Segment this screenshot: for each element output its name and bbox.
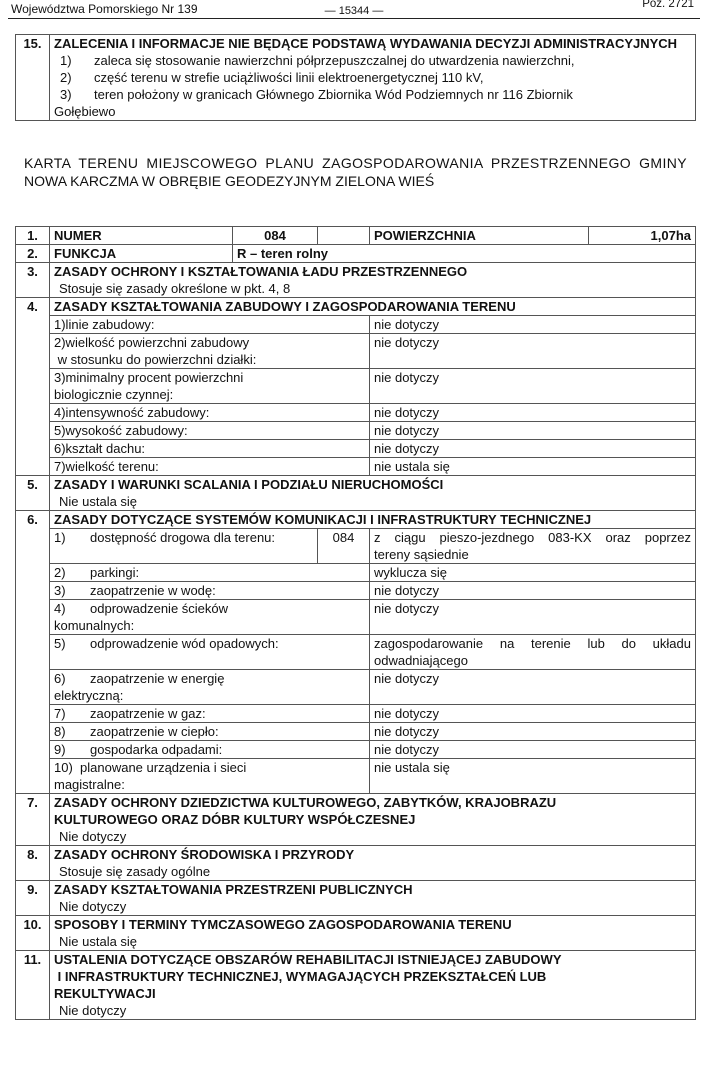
section-title-cont: KULTUROWEGO ORAZ DÓBR KULTURY WSPÓŁCZESNEJ xyxy=(54,812,416,827)
table-row xyxy=(16,316,696,334)
area-value: 1,07ha xyxy=(589,227,696,245)
section-text: Stosuje się zasady ogólne xyxy=(59,864,211,879)
section-title-cont: REKULTYWACJI xyxy=(54,986,156,1001)
item-value: nie ustala się xyxy=(370,458,696,476)
section-15-table xyxy=(15,34,696,121)
item-value: nie dotyczy xyxy=(370,582,696,600)
list-item-continuation: Gołębiewo xyxy=(54,104,116,119)
empty-cell xyxy=(318,227,370,245)
item-label: 2) parkingi: xyxy=(50,564,370,582)
row-number: 1. xyxy=(16,227,50,245)
row-number: 2. xyxy=(16,245,50,263)
table-row xyxy=(16,511,696,529)
table-row xyxy=(16,440,696,458)
position-number: Poz. 2721 xyxy=(642,0,694,10)
table-row xyxy=(16,529,696,564)
section-title: ZASADY OCHRONY DZIEDZICTWA KULTUROWEGO, ZABYTKÓW, KRAJOBRAZU xyxy=(54,795,557,810)
page-number: — 15344 — xyxy=(324,5,384,17)
function-label: FUNKCJA xyxy=(50,245,233,263)
table-row xyxy=(16,245,696,263)
row-number: 6. xyxy=(16,511,50,794)
table-row xyxy=(16,298,696,316)
row-number: 10. xyxy=(16,916,50,951)
item-label: 6)kształt dachu: xyxy=(50,440,370,458)
journal-title: Województwa Pomorskiego Nr 139 xyxy=(11,2,198,16)
item-label: 8) zaopatrzenie w ciepło: xyxy=(50,723,370,741)
numer-value: 084 xyxy=(233,227,318,245)
section-title: ZASADY DOTYCZĄCE SYSTEMÓW KOMUNIKACJI I INFRASTRUKTURY TECHNICZNEJ xyxy=(50,511,696,529)
numer-label: NUMER xyxy=(50,227,233,245)
table-row xyxy=(16,564,696,582)
item-value: nie dotyczy xyxy=(370,670,696,705)
item-value: nie dotyczy xyxy=(370,334,696,369)
list-item: 1) zaleca się stosowanie nawierzchni półprzepuszczalnej do utwardzenia nawierzchni, xyxy=(60,53,575,68)
table-row xyxy=(16,582,696,600)
table-row xyxy=(16,476,696,511)
section-text: Nie ustala się xyxy=(59,934,138,949)
item-value: nie dotyczy xyxy=(370,741,696,759)
item-value: nie dotyczy xyxy=(370,723,696,741)
section-title-cont: I INFRASTRUKTURY TECHNICZNEJ, WYMAGAJĄCYCH PRZEKSZTAŁCEŃ LUB xyxy=(54,969,547,984)
section-title: ZASADY KSZTAŁTOWANIA PRZESTRZENI PUBLICZNYCH xyxy=(54,882,413,897)
row-number: 4. xyxy=(16,298,50,476)
table-row xyxy=(16,422,696,440)
section-text: Nie dotyczy xyxy=(59,899,127,914)
area-label: POWIERZCHNIA xyxy=(370,227,589,245)
table-row xyxy=(16,227,696,245)
table-row xyxy=(16,670,696,705)
item-value: wyklucza się xyxy=(370,564,696,582)
table-row xyxy=(16,369,696,404)
section-text: Nie ustala się xyxy=(59,494,138,509)
table-row xyxy=(16,794,696,846)
item-label: 2)wielkość powierzchni zabudowy w stosunku do powierzchni działki: xyxy=(50,334,370,369)
table-row xyxy=(16,404,696,422)
table-row xyxy=(16,705,696,723)
document-heading xyxy=(24,154,687,190)
item-value: nie dotyczy xyxy=(370,369,696,404)
item-value: nie dotyczy xyxy=(370,440,696,458)
table-row xyxy=(16,35,696,121)
item-value: z ciągu pieszo-jezdnego 083-KX oraz poprzez tereny sąsiednie xyxy=(370,529,696,564)
section-title: USTALENIA DOTYCZĄCE OBSZARÓW REHABILITACJI ISTNIEJĄCEJ ZABUDOWY xyxy=(54,952,562,967)
table-row xyxy=(16,759,696,794)
table-row xyxy=(16,846,696,881)
table-row xyxy=(16,635,696,670)
table-row xyxy=(16,263,696,298)
item-label: 1) dostępność drogowa dla terenu: xyxy=(50,529,318,564)
heading-line-1: KARTA TERENU MIEJSCOWEGO PLANU ZAGOSPODAROWANIA PRZESTRZENNEGO GMINY xyxy=(24,155,687,171)
table-row xyxy=(16,881,696,916)
section-title: ZALECENIA I INFORMACJE NIE BĘDĄCE PODSTAWĄ WYDAWANIA DECYZJI ADMINISTRACYJNYCH xyxy=(54,36,678,51)
item-label: 6) zaopatrzenie w energię elektryczną: xyxy=(50,670,370,705)
item-label: 7) zaopatrzenie w gaz: xyxy=(50,705,370,723)
list-item: 2) część terenu w strefie uciążliwości linii elektroenergetycznej 110 kV, xyxy=(60,70,484,85)
item-label: 1)linie zabudowy: xyxy=(50,316,370,334)
table-row xyxy=(16,600,696,635)
recommendation-list xyxy=(54,52,691,103)
item-value: zagospodarowanie na terenie lub do układu odwadniającego xyxy=(370,635,696,670)
section-text: Nie dotyczy xyxy=(59,1003,127,1018)
terrain-card-table xyxy=(15,226,696,1020)
item-label: 3)minimalny procent powierzchni biologicznie czynnej: xyxy=(50,369,370,404)
row-number: 15. xyxy=(16,35,50,121)
section-text: Nie dotyczy xyxy=(59,829,127,844)
table-row xyxy=(16,334,696,369)
table-row xyxy=(16,916,696,951)
table-row xyxy=(16,458,696,476)
heading-line-2: NOWA KARCZMA W OBRĘBIE GEODEZYJNYM ZIELONA WIEŚ xyxy=(24,173,435,189)
section-title: SPOSOBY I TERMINY TYMCZASOWEGO ZAGOSPODAROWANIA TERENU xyxy=(54,917,512,932)
section-15-content xyxy=(50,35,696,121)
item-value: nie dotyczy xyxy=(370,404,696,422)
row-number: 11. xyxy=(16,951,50,1020)
item-value: nie ustala się xyxy=(370,759,696,794)
table-row xyxy=(16,723,696,741)
section-title: ZASADY I WARUNKI SCALANIA I PODZIAŁU NIERUCHOMOŚCI xyxy=(54,477,444,492)
section-title: ZASADY OCHRONY I KSZTAŁTOWANIA ŁADU PRZESTRZENNEGO xyxy=(54,264,468,279)
item-label: 10) planowane urządzenia i sieci magistralne: xyxy=(50,759,370,794)
item-value: nie dotyczy xyxy=(370,705,696,723)
table-row xyxy=(16,951,696,1020)
item-label: 4)intensywność zabudowy: xyxy=(50,404,370,422)
item-label: 5)wysokość zabudowy: xyxy=(50,422,370,440)
item-value: nie dotyczy xyxy=(370,600,696,635)
list-item: 3) teren położony w granicach Głównego Zbiornika Wód Podziemnych nr 116 Zbiornik xyxy=(60,87,573,102)
function-value: R – teren rolny xyxy=(233,245,696,263)
item-value: nie dotyczy xyxy=(370,422,696,440)
item-value: nie dotyczy xyxy=(370,316,696,334)
row-number: 5. xyxy=(16,476,50,511)
item-label: 5) odprowadzenie wód opadowych: xyxy=(50,635,370,670)
table-row xyxy=(16,741,696,759)
item-label: 9) gospodarka odpadami: xyxy=(50,741,370,759)
section-text: Stosuje się zasady określone w pkt. 4, 8 xyxy=(59,281,291,296)
page-header xyxy=(8,0,700,19)
row-number: 8. xyxy=(16,846,50,881)
section-title: ZASADY KSZTAŁTOWANIA ZABUDOWY I ZAGOSPODAROWANIA TERENU xyxy=(50,298,696,316)
row-number: 3. xyxy=(16,263,50,298)
item-label: 7)wielkość terenu: xyxy=(50,458,370,476)
item-label: 3) zaopatrzenie w wodę: xyxy=(50,582,370,600)
section-title: ZASADY OCHRONY ŚRODOWISKA I PRZYRODY xyxy=(54,847,355,862)
row-number: 7. xyxy=(16,794,50,846)
row-number: 9. xyxy=(16,881,50,916)
item-code: 084 xyxy=(318,529,370,564)
item-label: 4) odprowadzenie ścieków komunalnych: xyxy=(50,600,370,635)
